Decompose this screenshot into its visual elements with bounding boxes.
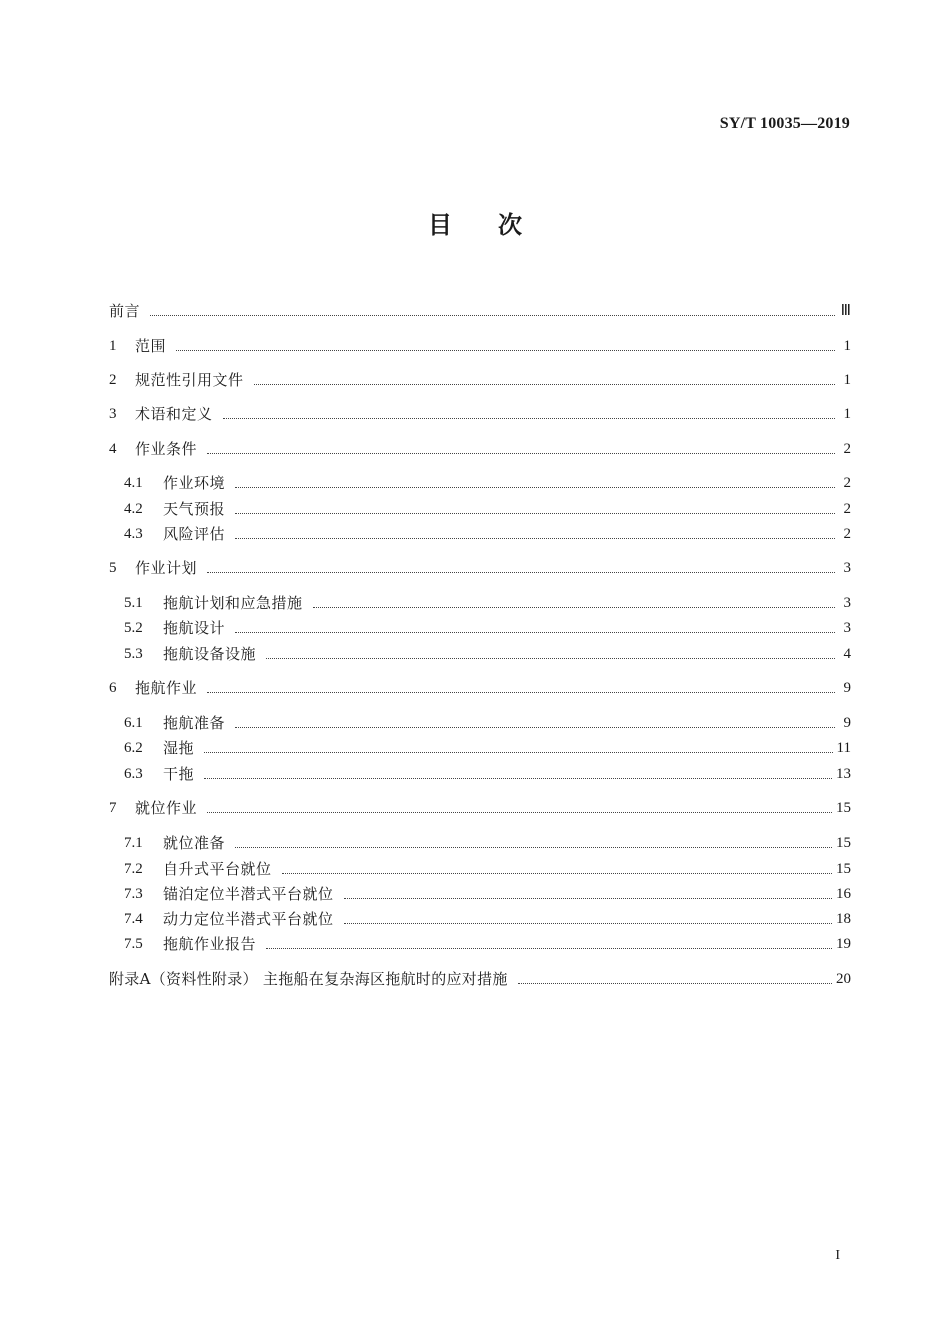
toc-leader-dots [313,606,835,608]
toc-subentry[interactable] [124,881,851,903]
toc-entry-page: 13 [836,766,851,782]
toc-subentry[interactable] [124,830,851,852]
toc-entry-page: 19 [836,936,851,952]
toc-entry-page: 2 [843,501,851,517]
toc-entry-number: 4.3 [124,526,143,542]
toc-leader-dots [235,537,835,539]
toc-leader-dots [266,947,832,949]
toc-entry-label: 天气预报 [163,500,226,518]
toc-entry-number: 5.2 [124,620,143,636]
toc-leader-dots [176,349,835,351]
toc-entry-label: 拖航作业 [135,679,198,697]
toc-entry-page: 2 [843,526,851,542]
toc-subentry[interactable] [124,521,851,543]
toc-entry-number: 6.1 [124,715,143,731]
toc-entry-number: 7.3 [124,886,143,902]
toc-entry[interactable] [109,675,851,697]
toc-entry-preface[interactable] [109,298,851,320]
toc-leader-dots [207,452,835,454]
toc-entry-number: 5.1 [124,595,143,611]
toc-entry-label: 作业条件 [135,440,198,458]
toc-entry-label: 动力定位半潜式平台就位 [163,910,334,928]
toc-entry-label: 前言 [109,302,141,320]
toc-leader-dots [235,486,835,488]
toc-entry-page: 11 [836,740,851,756]
toc-entry-label: 拖航作业报告 [163,935,257,953]
toc-entry-label: 范围 [135,337,167,355]
toc-entry-label: 规范性引用文件 [135,371,244,389]
toc-entry-label: 拖航计划和应急措施 [163,594,303,612]
toc-entry-number: 2 [109,372,117,388]
toc-leader-dots [518,982,832,984]
toc-entry-number: 3 [109,406,117,422]
toc-leader-dots [223,417,835,419]
toc-entry-page: 3 [843,560,851,576]
toc-entry-number: 5.3 [124,646,143,662]
toc-entry-label: 拖航设计 [163,619,226,637]
standard-code: SY/T 10035—2019 [719,115,850,132]
toc-leader-dots [266,657,835,659]
toc-entry-label: 拖航设备设施 [163,645,257,663]
toc-leader-dots [282,872,832,874]
toc-entry-label: 附录A（资料性附录） 主拖船在复杂海区拖航时的应对措施 [109,970,508,988]
toc-subentry[interactable] [124,931,851,953]
toc-entry-label: 拖航准备 [163,714,226,732]
toc-entry[interactable] [109,333,851,355]
toc-subentry[interactable] [124,735,851,757]
toc-entry-page: 15 [836,800,851,816]
toc-entry-number: 4 [109,441,117,457]
toc-entry-label: 就位作业 [135,799,198,817]
toc-entry-number: 1 [109,338,117,354]
toc-entry-page: 15 [836,861,851,877]
toc-entry[interactable] [109,795,851,817]
toc-leader-dots [207,811,832,813]
toc-entry-page: 18 [836,911,851,927]
toc-leader-dots [204,751,833,753]
toc-entry-label: 术语和定义 [135,405,213,423]
toc-entry-label: 自升式平台就位 [163,860,272,878]
toc-subentry[interactable] [124,906,851,928]
toc-subentry[interactable] [124,496,851,518]
toc-leader-dots [344,897,832,899]
toc-entry-page: 4 [843,646,851,662]
toc-subentry[interactable] [124,856,851,878]
toc-entry-page: 9 [843,715,851,731]
toc-subentry[interactable] [124,641,851,663]
toc-entry[interactable] [109,436,851,458]
toc-entry-page: 1 [843,406,851,422]
toc-entry-number: 5 [109,560,117,576]
toc-entry-label: 作业计划 [135,559,198,577]
toc-entry-page: 16 [836,886,851,902]
toc-leader-dots [235,846,832,848]
toc-entry[interactable] [109,401,851,423]
toc-leader-dots [207,691,835,693]
toc-entry[interactable] [109,367,851,389]
toc-entry-page: 20 [836,971,851,987]
toc-entry-number: 7 [109,800,117,816]
toc-leader-dots [254,383,835,385]
toc-entry-label: 湿拖 [163,739,195,757]
toc-entry-number: 7.4 [124,911,143,927]
toc-entry-number: 6 [109,680,117,696]
toc-entry-label: 就位准备 [163,834,226,852]
toc-leader-dots [235,726,835,728]
toc-entry-page: 3 [843,620,851,636]
toc-entry-label: 作业环境 [163,474,226,492]
toc-entry-page: 9 [843,680,851,696]
toc-entry-page: 15 [836,835,851,851]
toc-leader-dots [207,571,835,573]
toc-leader-dots [204,777,832,779]
toc-leader-dots [344,922,832,924]
toc-entry-page: 2 [843,475,851,491]
toc-entry-number: 4.1 [124,475,143,491]
toc-entry-page: 1 [843,372,851,388]
toc-entry-number: 4.2 [124,501,143,517]
toc-entry-number: 7.1 [124,835,143,851]
toc-entry-page: Ⅲ [840,303,851,319]
toc-entry-label: 干拖 [163,765,195,783]
toc-entry-page: 1 [843,338,851,354]
toc-entry-page: 2 [843,441,851,457]
toc-entry-number: 7.2 [124,861,143,877]
toc-entry-number: 7.5 [124,936,143,952]
toc-entry-page: 3 [843,595,851,611]
toc-subentry[interactable] [124,710,851,732]
toc-entry-number: 6.3 [124,766,143,782]
toc-entry-appendix-a[interactable] [109,966,851,988]
toc-subentry[interactable] [124,615,851,637]
page-title: 目次 [428,211,568,239]
page-number: I [835,1248,840,1263]
toc-leader-dots [150,314,835,316]
toc-leader-dots [235,512,835,514]
toc-subentry[interactable] [124,761,851,783]
toc-subentry[interactable] [124,470,851,492]
toc-entry-label: 锚泊定位半潜式平台就位 [163,885,334,903]
toc-entry-label: 风险评估 [163,525,226,543]
toc-subentry[interactable] [124,590,851,612]
toc-entry[interactable] [109,555,851,577]
toc-entry-number: 6.2 [124,740,143,756]
toc-leader-dots [235,631,835,633]
